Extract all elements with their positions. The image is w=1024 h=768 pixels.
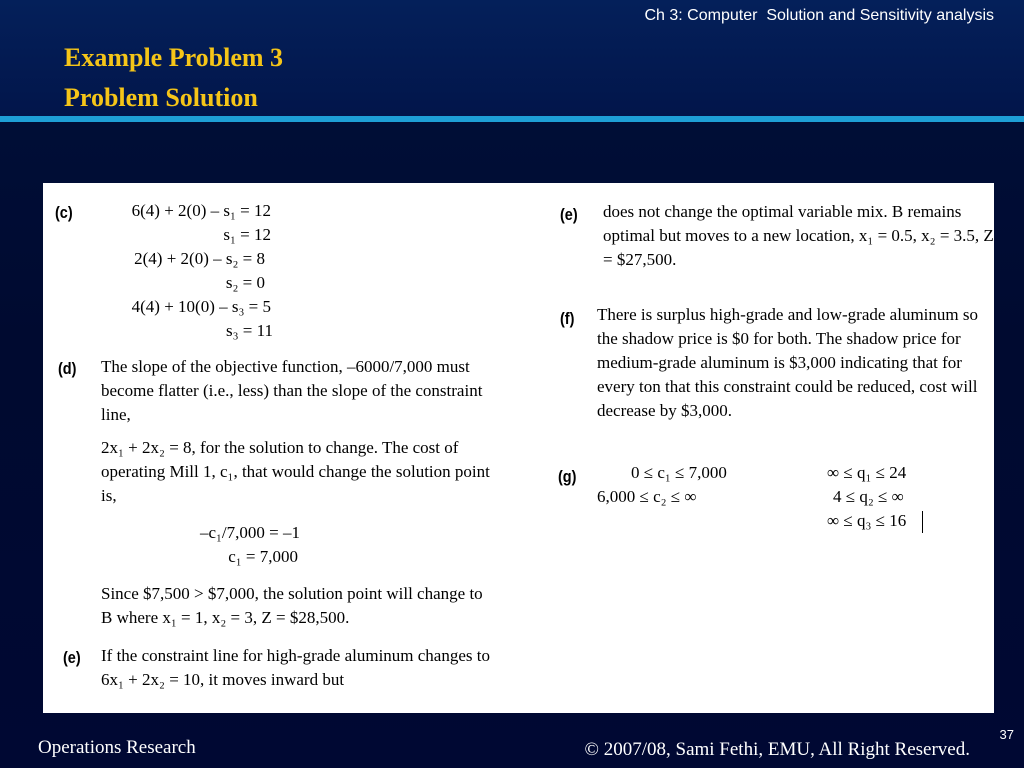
part-g-q3-range: ∞ ≤ q₃ ≤ 16 (827, 511, 907, 530)
part-f-label: (f) (560, 309, 575, 328)
slide-title-line1: Example Problem 3 (64, 43, 284, 72)
slide-title (64, 38, 283, 118)
footer-copyright: © 2007/08, Sami Fethi, EMU, All Right Reserved. (584, 739, 970, 760)
solution-panel (43, 183, 994, 713)
part-c-line-4: s₂ = 0 (225, 273, 265, 292)
part-c-line-3: 2(4) + 2(0) – s₂ = 8 (134, 249, 265, 268)
part-c-line-6: s₃ = 11 (226, 321, 273, 340)
part-g-c1-range: 0 ≤ c₁ ≤ 7,000 (631, 463, 727, 482)
part-g-label: (g) (558, 467, 577, 486)
slide-title-line2: Problem Solution (64, 83, 258, 112)
part-c-line-5: 4(4) + 10(0) – s₃ = 5 (131, 297, 271, 316)
part-d-paragraph-1: The slope of the objective function, –6000/7,000 must become flatter (i.e., less) than the slope of the constraint line, (101, 357, 483, 424)
part-d-equation-2: c₁ = 7,000 (228, 547, 298, 566)
chapter-title: Ch 3: Computer Solution and Sensitivity analysis (644, 7, 994, 24)
footer-course: Operations Research (38, 737, 196, 758)
part-e-label: (e) (63, 648, 81, 667)
part-e-continued-label: (e) (560, 205, 578, 224)
part-f-paragraph: There is surplus high-grade and low-grade aluminum so the shadow price is $0 for both. The shadow price for medium-grade aluminum is $3,000 indicating that for every ton that this constraint could be reduced, cost will decrease by $3,000. (597, 305, 978, 420)
part-e-paragraph-start: If the constraint line for high-grade aluminum changes to 6x₁ + 2x₂ = 10, it moves inward but (101, 646, 490, 689)
part-d-paragraph-2: 2x₁ + 2x₂ = 8, for the solution to change. The cost of operating Mill 1, c₁, that would change the solution point is, (101, 438, 490, 505)
part-c-label: (c) (55, 203, 73, 222)
part-c-line-2: s₁ = 12 (223, 225, 271, 244)
part-d-equation-1: –c₁/7,000 = –1 (199, 523, 300, 542)
part-g-q2-range: 4 ≤ q₂ ≤ ∞ (833, 487, 904, 506)
page-number: 37 (999, 727, 1014, 742)
part-g-c2-range: 6,000 ≤ c₂ ≤ ∞ (597, 487, 697, 506)
part-d-label: (d) (58, 359, 77, 378)
part-e-paragraph-continued: does not change the optimal variable mix. B remains optimal but moves to a new location, x₁ = 0.5, x₂ = 3.5, Z = $27,500. (603, 202, 994, 269)
part-c-line-1: 6(4) + 2(0) – s₁ = 12 (131, 201, 271, 220)
part-d-paragraph-3: Since $7,500 > $7,000, the solution point will change to B where x₁ = 1, x₂ = 3, Z = $28,500. (101, 584, 483, 627)
part-g-q1-range: ∞ ≤ q₁ ≤ 24 (827, 463, 907, 482)
text-cursor (922, 511, 923, 533)
